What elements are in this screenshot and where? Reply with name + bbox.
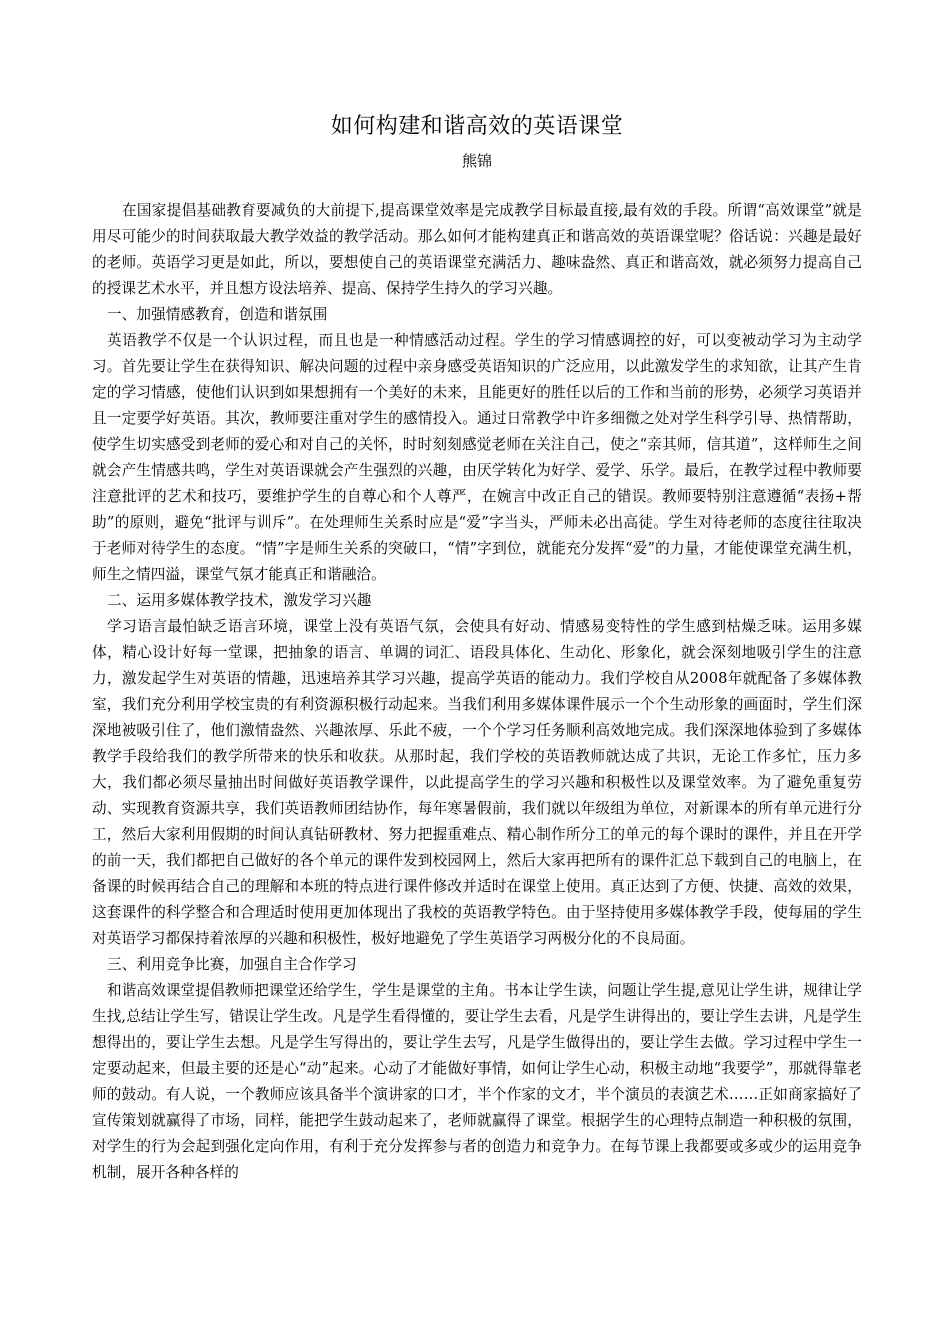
document-body bbox=[92, 198, 862, 1186]
section-paragraph-3: 和谐高效课堂提倡教师把课堂还给学生，学生是课堂的主角。书本让学生读，问题让学生提,意见让学生讲，规律让学生找,总结让学生写，错误让学生改。凡是学生看得懂的，要让学生去看，凡是学生讲得出的，要让学生去讲，凡是学生想得出的，要让学生去想。凡是学生写得出的，要让学生去写，凡是学生做得出的，要让学生去做。学习过程中学生一定要动起来，但最主要的还是心“动”起来。心动了才能做好事情，如何让学生心动，积极主动地“我要学”，那就得靠老师的鼓动。有人说，一个教师应该具备半个演讲家的口才，半个作家的文才，半个演员的表演艺术……正如商家搞好了宣传策划就赢得了市场，同样，能把学生鼓动起来了，老师就赢得了课堂。根据学生的心理特点制造一种积极的氛围，对学生的行为会起到强化定向作用，有利于充分发挥参与者的创造力和竞争力。在每节课上我都要或多或少的运用竞争机制，展开各种各样的 bbox=[92, 982, 862, 1181]
section-paragraph-1: 英语教学不仅是一个认识过程，而且也是一种情感活动过程。学生的学习情感调控的好，可以变被动学习为主动学习。首先要让学生在获得知识、解决问题的过程中亲身感受英语知识的广泛应用，以此激发学生的求知欲，让其产生肯定的学习情感，使他们认识到如果想拥有一个美好的未来，且能更好的胜任以后的工作和当前的形势，必须学习英语并且一定要学好英语。其次，教师要注重对学生的感情投入。通过日常教学中许多细微之处对学生科学引导、热情帮助，使学生切实感受到老师的爱心和对自己的关怀，时时刻刻感觉老师在关注自己，使之“亲其师，信其道”，这样师生之间就会产生情感共鸣，学生对英语课就会产生强烈的兴趣，由厌学转化为好学、爱学、乐学。最后，在教学过程中教师要注意批评的艺术和技巧，要维护学生的自尊心和个人尊严，在婉言中改正自己的错误。教师要特别注意遵循“表扬+帮助”的原则，避免“批评与训斥”。在处理师生关系时应是“爱”字当头，严师未必出高徒。学生对待老师的态度往往取决于老师对待学生的态度。“情”字是师生关系的突破口，“情”字到位，就能充分发挥“爱”的力量，才能使课堂充满生机，师生之情四溢，课堂气氛才能真正和谐融洽。 bbox=[92, 332, 862, 583]
document-title: 如何构建和谐高效的英语课堂 bbox=[330, 114, 624, 139]
intro-paragraph: 在国家提倡基础教育要减负的大前提下,提高课堂效率是完成教学目标最直接,最有效的手段。所谓“高效课堂”就是用尽可能少的时间获取最大教学效益的教学活动。那么如何才能构建真正和谐高效的英语课堂呢？俗话说：兴趣是最好的老师。英语学习更是如此，所以，要想使自己的英语课堂充满活力、趣味盎然、真正和谐高效，就必须努力提高自己的授课艺术水平，并且想方设法培养、提高、保持学生持久的学习兴趣。 bbox=[92, 202, 862, 297]
section-heading-2: 二、运用多媒体教学技术，激发学习兴趣 bbox=[107, 592, 372, 609]
section-heading-3: 三、利用竞争比赛，加强自主合作学习 bbox=[107, 956, 357, 973]
section-heading-1: 一、加强情感教育，创造和谐氛围 bbox=[107, 306, 328, 323]
document-author: 熊锦 bbox=[461, 152, 492, 170]
section-paragraph-2: 学习语言最怕缺乏语言环境，课堂上没有英语气氛，会使具有好动、情感易变特性的学生感到枯燥乏味。运用多媒体，精心设计好每一堂课，把抽象的语言、单调的词汇、语段具体化、生动化、形象化，就会深刻地吸引学生的注意力，激发起学生对英语的情趣，迅速培养其学习兴趣，提高学英语的能动力。我们学校自从2008年就配备了多媒体教室，我们充分利用学校宝贵的有利资源积极行动起来。当我们利用多媒体课件展示一个个生动形象的画面时，学生们深深地被吸引住了，他们激情盎然、兴趣浓厚、乐此不疲，一个个学习任务顺利高效地完成。我们深深地体验到了多媒体教学手段给我们的教学所带来的快乐和收获。从那时起，我们学校的英语教师就达成了共识，无论工作多忙，压力多大，我们都必须尽量抽出时间做好英语教学课件，以此提高学生的学习兴趣和积极性以及课堂效率。为了避免重复劳动、实现教育资源共享，我们英语教师团结协作，每年寒暑假前，我们就以年级组为单位，对新课本的所有单元进行分工，然后大家利用假期的时间认真钻研教材、努力把握重难点、精心制作所分工的单元的每个课时的课件，并且在开学的前一天，我们都把自己做好的各个单元的课件发到校园网上，然后大家再把所有的课件汇总下载到自己的电脑上，在备课的时候再结合自己的理解和本班的特点进行课件修改并适时在课堂上使用。真正达到了方便、快捷、高效的效果，这套课件的科学整合和合理适时使用更加体现出了我校的英语教学特色。由于坚持使用多媒体教学手段，使每届的学生对英语学习都保持着浓厚的兴趣和积极性，极好地避免了学生英语学习两极分化的不良局面。 bbox=[92, 618, 862, 947]
